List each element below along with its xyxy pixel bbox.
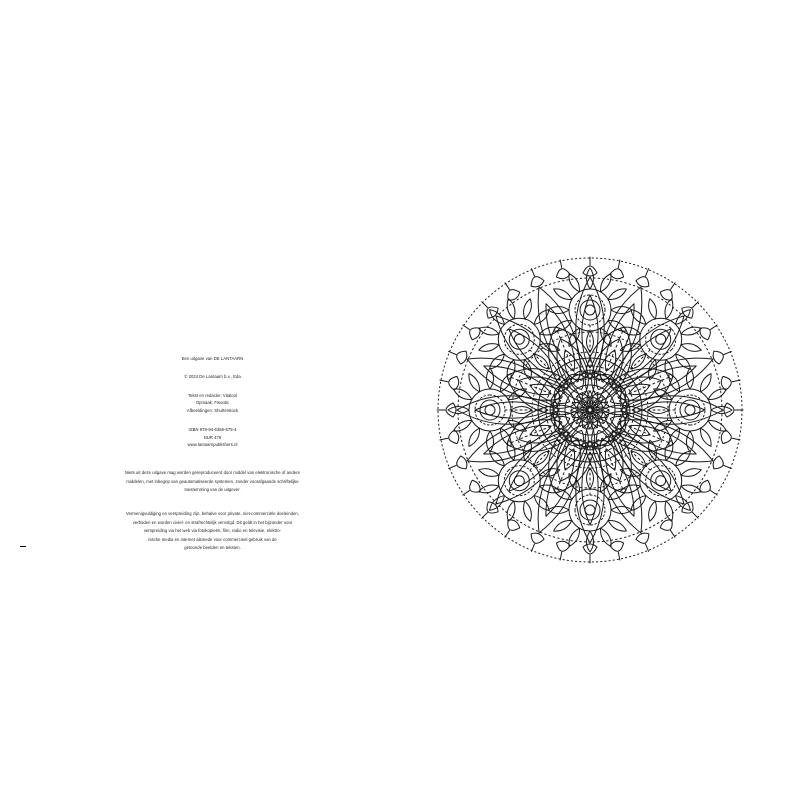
isbn-line: ISBN 978-94-6356-575-4 — [188, 426, 237, 432]
credit-images: Afbeeldingen: Shutterstock — [186, 408, 239, 414]
rights1-line-2: middelen, met inbegrip van geautomatiseerde systemen, zonder voorafgaande schriftelijke — [126, 478, 299, 484]
mandala-artwork — [405, 225, 775, 595]
left-page — [20, 20, 400, 780]
rights-paragraph-2 — [80, 510, 345, 552]
rights2-line-3: verspreiding via het web via fotokopieën, film, radio en televisie, elektro- — [143, 528, 282, 534]
isbn-block — [80, 426, 345, 449]
website-line: www.lantaarnpublishers.nl — [187, 442, 238, 448]
trim-mark — [20, 546, 26, 547]
copyright-block — [80, 373, 345, 381]
rights2-line-2: verboden en worden civiel- en strafrechtelijk vervolgd. Dit geldt in het bijzonder voor — [132, 519, 293, 525]
publisher-line: Een uitgave van DE LANTAARN — [181, 356, 244, 361]
rights1-line-3: toestemming van de uitgever. — [184, 486, 241, 492]
copyright-line: © 2024 De Lantaarn b.v., Eda — [184, 373, 241, 379]
rights2-line-5: getoonde beelden en teksten. — [184, 544, 241, 550]
nur-line: NUR 476 — [203, 434, 222, 440]
rights2-line-4: nische media en internet alsmede voor commercieel gebruik van de — [148, 536, 277, 542]
colophon-text-block — [80, 355, 345, 552]
credit-layout: Opmaak: Fwootic — [195, 400, 230, 406]
mandala-svg — [405, 225, 775, 595]
rights2-line-1: Vermenigvuldiging en verspreiding zijn, behalve voor private, niet-commerciële doeleinden, — [125, 511, 300, 517]
rights1-line-1: Niets uit deze uitgave mag worden gereproduceerd door middel van elektronische of andere — [124, 470, 301, 476]
right-page — [400, 20, 780, 780]
publisher-block — [80, 355, 345, 363]
credits-block — [80, 392, 345, 415]
credit-text-editing: Tekst en redactie: Vitalool — [188, 392, 237, 398]
rights-paragraph-1 — [80, 469, 345, 494]
